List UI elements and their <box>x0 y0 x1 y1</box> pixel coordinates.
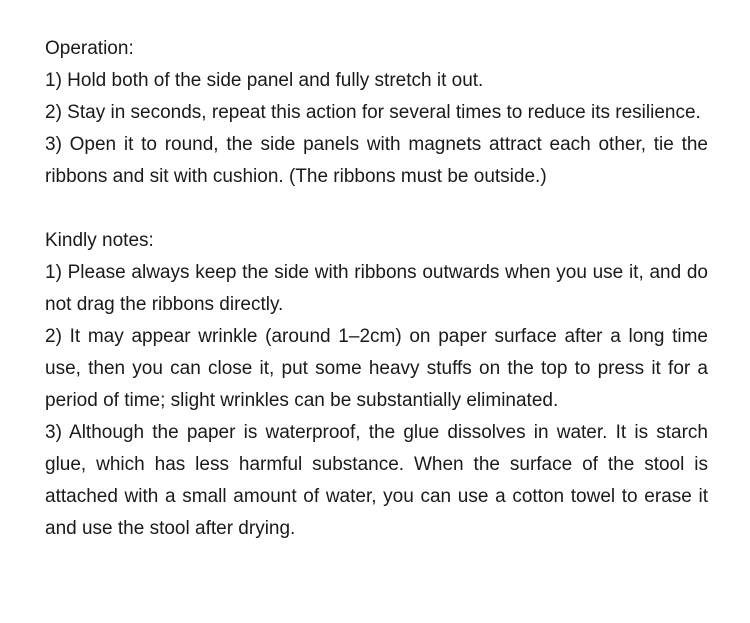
operation-step-3: 3) Open it to round, the side panels with magnets attract each other, tie the ribbons and sit with cushion. (The ribbons must be outside.) <box>45 134 708 187</box>
notes-heading: Kindly notes: <box>45 230 154 251</box>
operation-section <box>45 33 708 193</box>
notes-section <box>45 225 708 545</box>
note-1: 1) Please always keep the side with ribbons outwards when you use it, and do not drag the ribbons directly. <box>45 262 708 315</box>
note-2: 2) It may appear wrinkle (around 1–2cm) on paper surface after a long time use, then you can close it, put some heavy stuffs on the top to press it for a period of time; slight wrinkles can be substantially eliminated. <box>45 326 708 411</box>
note-3: 3) Although the paper is waterproof, the glue dissolves in water. It is starch glue, which has less harmful substance. When the surface of the stool is attached with a small amount of water, you can use a cotton towel to erase it and use the stool after drying. <box>45 422 708 539</box>
operation-step-1: 1) Hold both of the side panel and fully stretch it out. <box>45 70 484 91</box>
operation-step-2: 2) Stay in seconds, repeat this action for several times to reduce its resilience. <box>45 102 701 123</box>
operation-heading: Operation: <box>45 38 134 59</box>
